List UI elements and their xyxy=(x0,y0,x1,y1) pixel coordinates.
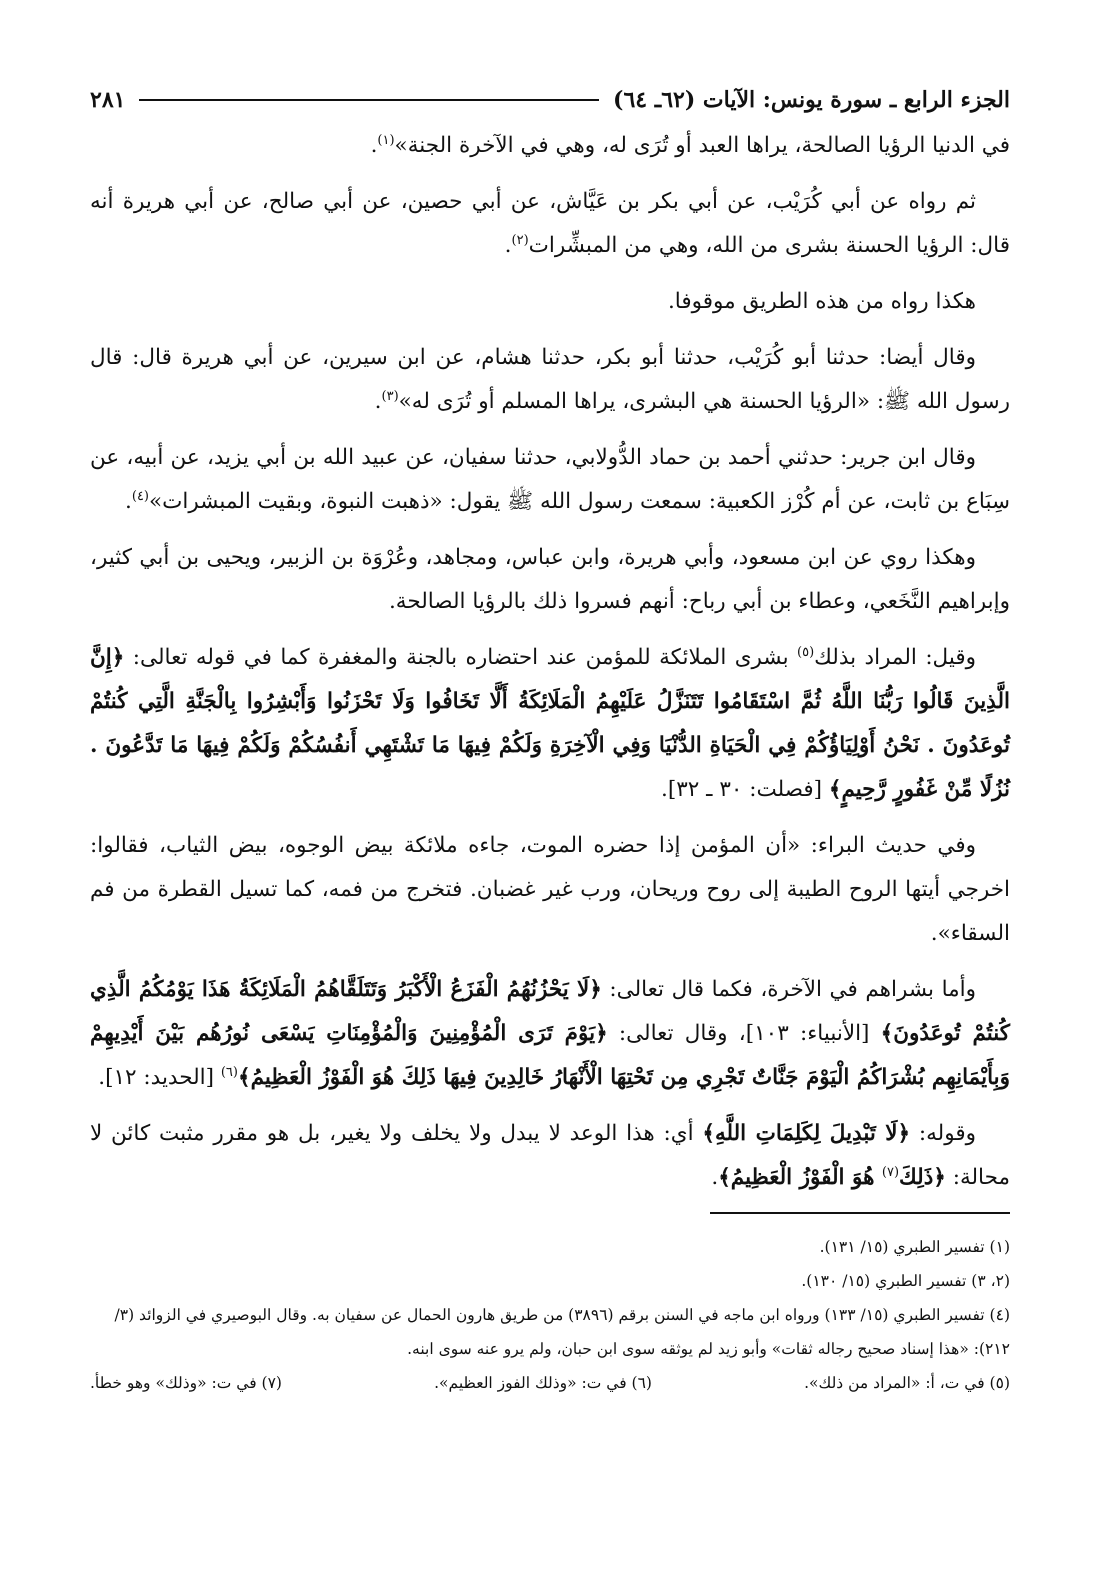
main-text xyxy=(90,124,1010,1200)
verse-citation: [الحديد: ١٢]. xyxy=(98,1065,221,1090)
footnote-ref[interactable]: (٦) xyxy=(220,1064,238,1080)
paragraph-text: وفي حديث البراء: «أن المؤمن إذا حضره الموت، جاءه ملائكة بيض الوجوه، بيض الثياب، فقالوا: اخرجي أيتها الروح الطيبة إلى روح وريحان، ورب غير غضبان. فتخرج من فمه، كما تسيل القطرة من فم السقاء». xyxy=(90,833,1010,946)
paragraph-text: هكذا رواه من هذه الطريق موقوفا. xyxy=(667,289,976,314)
paragraph-7 xyxy=(90,636,1010,812)
paragraph-text: . xyxy=(370,133,378,158)
footnote-row xyxy=(90,1366,1010,1400)
footnote-5: (٥) في ت، أ: «المراد من ذلك». xyxy=(804,1374,1010,1392)
header-rule xyxy=(139,99,599,101)
quran-verse: ﴿يَوْمَ تَرَى الْمُؤْمِنِينَ وَالْمُؤْمِنَاتِ يَسْعَى نُورُهُم بَيْنَ أَيْدِيهِمْ وَبِأَيْمَانِهِم بُشْرَاكُمُ الْيَوْمَ جَنَّاتٌ تَجْرِي مِن تَحْتِهَا الْأَنْهَارُ خَالِدِينَ فِيهَا ذَلِكَ هُوَ الْفَوْزُ الْعَظِيمُ﴾ xyxy=(90,1021,1010,1090)
paragraph-text: بشرى الملائكة للمؤمن عند احتضاره بالجنة والمغفرة كما في قوله تعالى: xyxy=(124,645,798,670)
footnote-1: (١) تفسير الطبري (١٥/ ١٣١). xyxy=(819,1238,1010,1256)
quran-verse: ﴿لَا يَحْزُنُهُمُ الْفَزَعُ الْأَكْبَرُ وَتَتَلَقَّاهُمُ الْمَلَائِكَةُ هَذَا يَوْمُكُمُ الَّذِي كُنتُمْ تُوعَدُونَ﴾ xyxy=(90,977,1011,1046)
paragraph-text: أي: هذا الوعد لا يبدل ولا يخلف ولا يغير، بل هو مقرر مثبت كائن لا محالة: xyxy=(90,1121,1010,1190)
paragraph-6 xyxy=(90,536,1010,624)
paragraph-text: ثم رواه عن أبي كُرَيْب، عن أبي بكر بن عَيَّاش، عن أبي حصين، عن أبي صالح، عن أبي هريرة أنه قال: الرؤيا الحسنة بشرى من الله، وهي من المبشِّرات xyxy=(90,189,1010,258)
footnote-6: (٦) في ت: «وذلك الفوز العظيم». xyxy=(434,1374,652,1392)
paragraph-text: وقال ابن جرير: حدثني أحمد بن حماد الدُّولابي، حدثنا سفيان، عن عبيد الله بن أبي يزيد، عن أبيه، عن سِبَاع بن ثابت، عن أم كُرْز الكعبية: سمعت رسول الله ﷺ يقول: «ذهبت النبوة، وبقيت المبشرات» xyxy=(90,445,1010,514)
footnote-2-3: (٢، ٣) تفسير الطبري (١٥/ ١٣٠). xyxy=(801,1272,1010,1290)
paragraph-3 xyxy=(90,280,1010,324)
footnote-4: (٤) تفسير الطبري (١٥/ ١٣٣) ورواه ابن ماجه في السنن برقم (٣٨٩٦) من طريق هارون الحمال عن سفيان به. وقال البوصيري في الزوائد (٣/ ٢١٢): «هذا إسناد صحيح رجاله ثقات» وأبو زيد لم يوثقه سوى ابن حبان، ولم يرو عنه سوى ابنه. xyxy=(114,1306,1010,1358)
footnote-divider xyxy=(710,1212,1010,1214)
paragraph-5 xyxy=(90,436,1010,524)
page-number: ٢٨١ xyxy=(90,87,126,113)
footnote-ref[interactable]: (١) xyxy=(377,132,395,148)
paragraph-text: . xyxy=(711,1165,719,1190)
footnote-ref[interactable]: (٣) xyxy=(381,388,399,404)
footnote-ref[interactable]: (٥) xyxy=(797,644,815,660)
footnote-ref[interactable]: (٤) xyxy=(131,488,149,504)
paragraph-8 xyxy=(90,824,1010,956)
paragraph-text: في الدنيا الرؤيا الصالحة، يراها العبد أو تُرَى له، وهي في الآخرة الجنة» xyxy=(394,133,1010,158)
paragraph-text: وقيل: المراد بذلك xyxy=(814,645,976,670)
quran-verse: هُوَ الْفَوْزُ الْعَظِيمُ﴾ xyxy=(718,1165,882,1190)
paragraph-9 xyxy=(90,968,1010,1100)
header-title: الجزء الرابع ـ سورة يونس: الآيات (٦٢ـ ٦٤) xyxy=(613,87,1010,113)
paragraph-text: . xyxy=(504,233,512,258)
paragraph-text: وهكذا روي عن ابن مسعود، وأبي هريرة، وابن عباس، ومجاهد، وعُرْوَة بن الزبير، ويحيى بن أبي كثير، وإبراهيم النَّخَعي، وعطاء بن أبي رباح: أنهم فسروا ذلك بالرؤيا الصالحة. xyxy=(90,545,1010,614)
footnotes xyxy=(90,1230,1010,1400)
quran-verse: ﴿لَا تَبْدِيلَ لِكَلِمَاتِ اللَّهِ﴾ xyxy=(702,1121,911,1146)
paragraph-text: . xyxy=(374,389,382,414)
footnote-ref[interactable]: (٢) xyxy=(511,232,529,248)
paragraph-text: وقال أيضا: حدثنا أبو كُرَيْب، حدثنا أبو بكر، حدثنا هشام، عن ابن سيرين، عن أبي هريرة قال: قال رسول الله ﷺ: «الرؤيا الحسنة هي البشرى، يراها المسلم أو تُرَى له» xyxy=(90,345,1010,414)
verse-citation: [فصلت: ٣٠ ـ ٣٢]. xyxy=(661,777,829,802)
paragraph-1 xyxy=(90,124,1010,168)
quran-verse: ﴿إِنَّ الَّذِينَ قَالُوا رَبُّنَا اللَّهُ ثُمَّ اسْتَقَامُوا تَتَنَزَّلُ عَلَيْهِمُ الْمَلَائِكَةُ أَلَّا تَخَافُوا وَلَا تَحْزَنُوا وَأَبْشِرُوا بِالْجَنَّةِ الَّتِي كُنتُمْ تُوعَدُونَ . نَحْنُ أَوْلِيَاؤُكُمْ فِي الْحَيَاةِ الدُّنْيَا وَفِي الْآخِرَةِ وَلَكُمْ فِيهَا مَا تَشْتَهِي أَنفُسُكُمْ وَلَكُمْ فِيهَا مَا تَدَّعُونَ . نُزُلًا مِّنْ غَفُورٍ رَّحِيمٍ﴾ xyxy=(90,645,1010,802)
paragraph-text: وقوله: xyxy=(910,1121,976,1146)
paragraph-2 xyxy=(90,180,1010,268)
paragraph-10 xyxy=(90,1112,1010,1200)
footnote-7: (٧) في ت: «وذلك» وهو خطأ. xyxy=(90,1374,282,1392)
quran-verse: ﴿ذَلِكَ xyxy=(899,1165,946,1190)
paragraph-text: وأما بشراهم في الآخرة، فكما قال تعالى: xyxy=(601,977,976,1002)
verse-citation: [الأنبياء: ١٠٣]، وقال تعالى: xyxy=(607,1021,881,1046)
footnote-ref[interactable]: (٧) xyxy=(881,1164,900,1180)
running-header xyxy=(90,80,1010,120)
book-page xyxy=(90,80,1010,1560)
paragraph-text: . xyxy=(125,489,132,514)
paragraph-4 xyxy=(90,336,1010,424)
